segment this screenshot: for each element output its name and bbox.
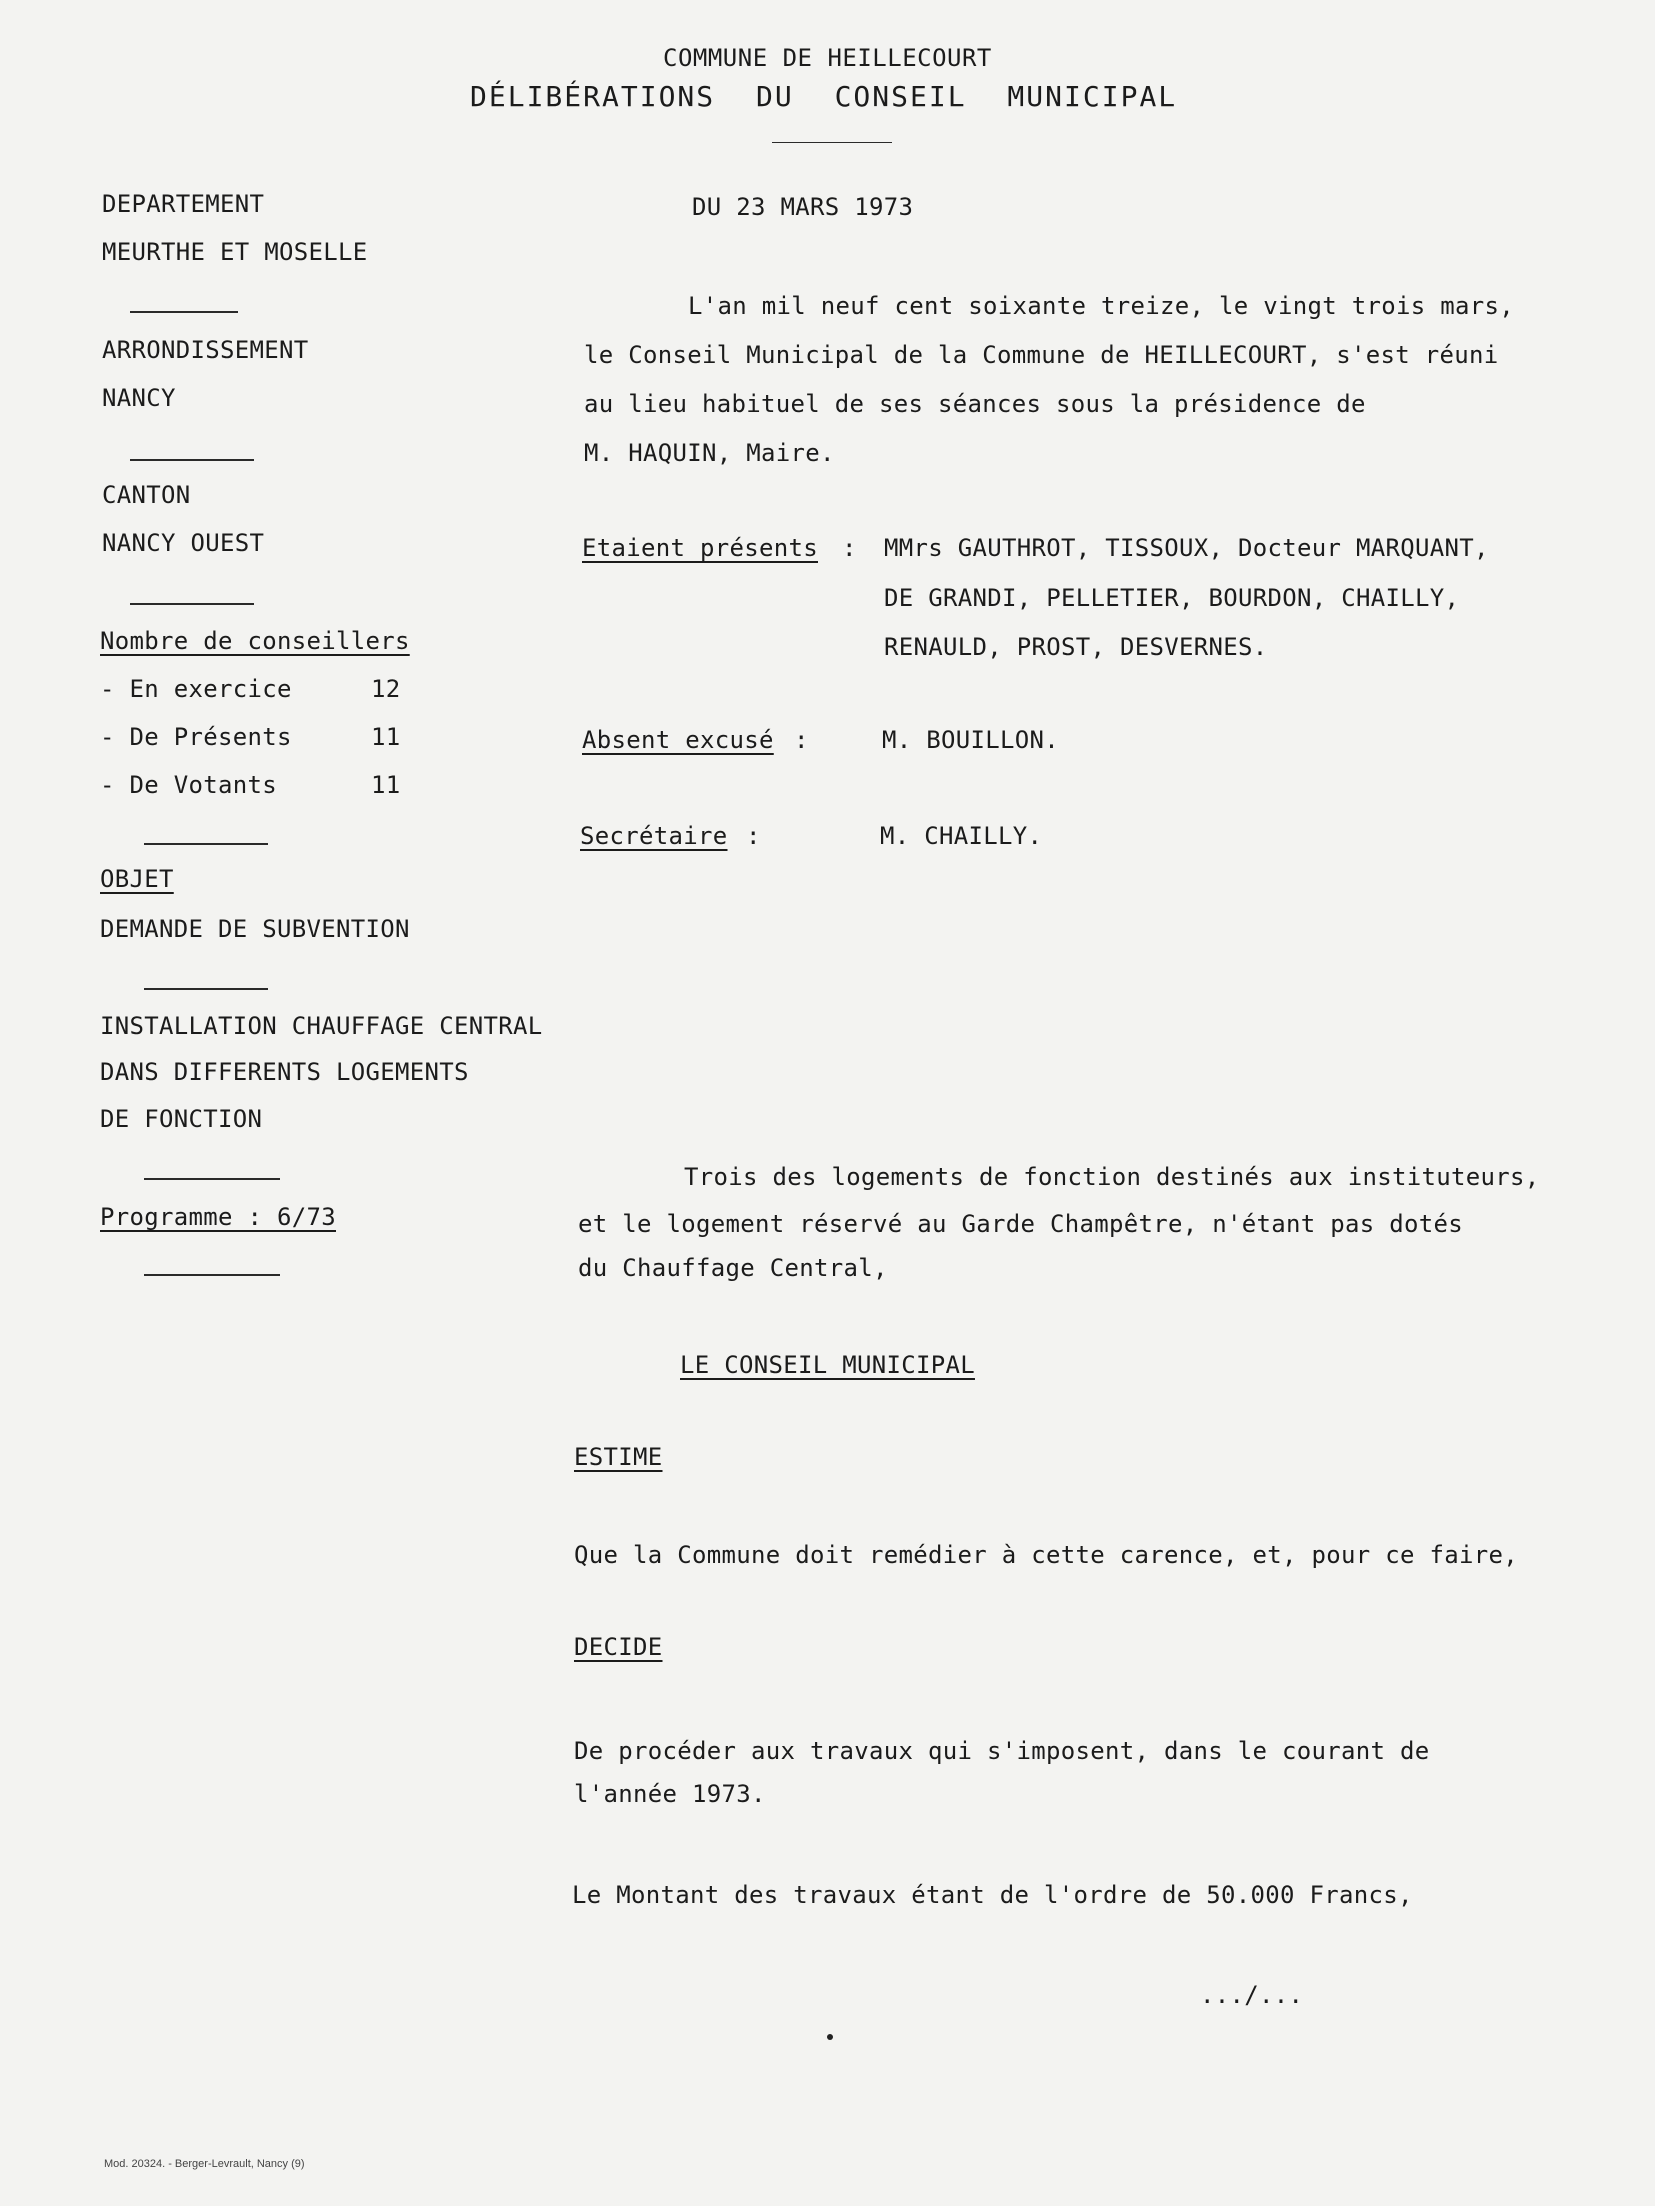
arrondissement-value: NANCY [102, 384, 176, 412]
intro-line: au lieu habituel de ses séances sous la présidence de [584, 390, 1366, 418]
departement-value: MEURTHE ET MOSELLE [102, 238, 368, 266]
conseil-heading: LE CONSEIL MUNICIPAL [680, 1351, 975, 1379]
secretaire-value: M. CHAILLY. [880, 822, 1043, 850]
session-date: DU 23 MARS 1973 [692, 193, 914, 221]
secretaire-label: Secrétaire [580, 822, 728, 850]
body-line: du Chauffage Central, [578, 1254, 888, 1282]
canton-label: CANTON [102, 481, 191, 509]
montant-text: Le Montant des travaux étant de l'ordre de 50.000 Francs, [572, 1881, 1413, 1909]
conseillers-label: Nombre de conseillers [100, 627, 410, 655]
absent-label: Absent excusé [582, 726, 774, 754]
programme-label: Programme : 6/73 [100, 1203, 336, 1231]
installation-line: DANS DIFFERENTS LOGEMENTS [100, 1058, 469, 1086]
commune-header: COMMUNE DE HEILLECOURT [663, 44, 992, 72]
installation-line: INSTALLATION CHAUFFAGE CENTRAL [100, 1012, 543, 1040]
estime-heading: ESTIME [574, 1443, 663, 1471]
sidebar-divider [130, 459, 254, 461]
presents-line: RENAULD, PROST, DESVERNES. [884, 633, 1268, 661]
count-presents-label: - De Présents [100, 723, 292, 751]
count-votants-value: 11 [371, 771, 401, 799]
count-exercice-label: - En exercice [100, 675, 292, 703]
departement-label: DEPARTEMENT [102, 190, 265, 218]
body-line: Trois des logements de fonction destinés aux instituteurs, [684, 1163, 1540, 1191]
count-votants-label: - De Votants [100, 771, 277, 799]
sidebar-divider [144, 1274, 280, 1276]
presents-colon: : [842, 534, 857, 562]
absent-colon: : [794, 726, 809, 754]
decide-line: l'année 1973. [574, 1780, 766, 1808]
intro-line: L'an mil neuf cent soixante treize, le vingt trois mars, [688, 292, 1514, 320]
installation-line: DE FONCTION [100, 1105, 263, 1133]
count-exercice-value: 12 [371, 675, 401, 703]
canton-value: NANCY OUEST [102, 529, 265, 557]
presents-label: Etaient présents [582, 534, 818, 562]
presents-line: DE GRANDI, PELLETIER, BOURDON, CHAILLY, [884, 584, 1460, 612]
objet-value: DEMANDE DE SUBVENTION [100, 915, 410, 943]
stray-dot [827, 2034, 833, 2040]
sidebar-divider [144, 843, 268, 845]
arrondissement-label: ARRONDISSEMENT [102, 336, 309, 364]
estime-text: Que la Commune doit remédier à cette carence, et, pour ce faire, [574, 1541, 1518, 1569]
absent-value: M. BOUILLON. [882, 726, 1059, 754]
sidebar-divider [144, 1178, 280, 1180]
sidebar-divider [130, 603, 254, 605]
body-line: et le logement réservé au Garde Champêtre, n'étant pas dotés [578, 1210, 1463, 1238]
continuation-mark: .../... [1200, 1981, 1304, 2009]
intro-line: M. HAQUIN, Maire. [584, 439, 835, 467]
objet-label: OBJET [100, 865, 174, 893]
decide-line: De procéder aux travaux qui s'imposent, dans le courant de [574, 1737, 1430, 1765]
secretaire-colon: : [746, 822, 761, 850]
page-title: DÉLIBÉRATIONS DU CONSEIL MUNICIPAL [470, 80, 1178, 113]
sidebar-divider [144, 988, 268, 990]
presents-line: MMrs GAUTHROT, TISSOUX, Docteur MARQUANT, [884, 534, 1489, 562]
intro-line: le Conseil Municipal de la Commune de HEILLECOURT, s'est réuni [584, 341, 1499, 369]
header-divider [772, 142, 892, 143]
footer-imprint: Mod. 20324. - Berger-Levrault, Nancy (9) [104, 2158, 305, 2170]
count-presents-value: 11 [371, 723, 401, 751]
decide-heading: DECIDE [574, 1633, 663, 1661]
sidebar-divider [130, 311, 238, 313]
